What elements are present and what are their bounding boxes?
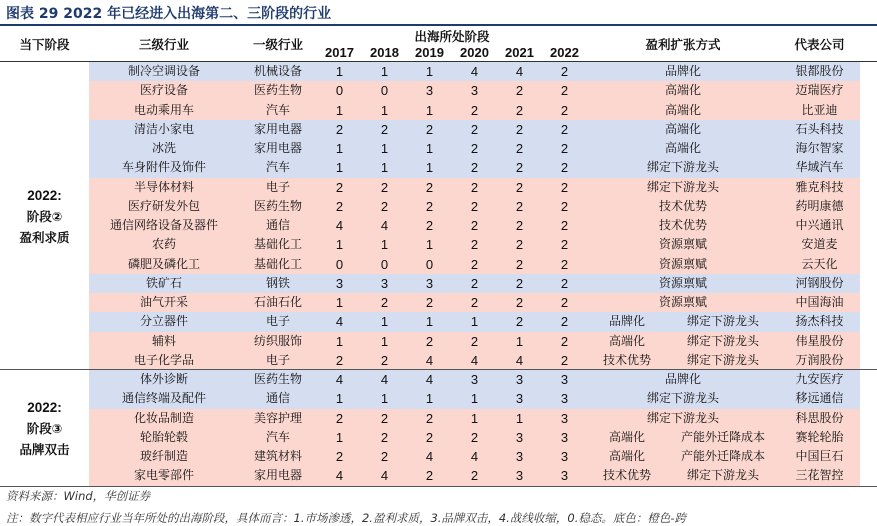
phase-2022: 3 [560, 372, 569, 387]
phase-2017: 0 [335, 256, 344, 272]
phase-2017: 1 [335, 333, 344, 349]
phase-2020: 4 [470, 64, 479, 79]
profit-mode-2: 绑定下游龙头 [686, 352, 759, 367]
company: 扬杰科技 [795, 314, 844, 329]
header-year-2022: 2022 [550, 44, 579, 60]
company: 雅克科技 [795, 179, 844, 194]
level1-industry: 机械设备 [253, 64, 302, 78]
phase-2022: 2 [560, 352, 569, 368]
phase-2018: 2 [380, 429, 389, 445]
phase-2021: 2 [515, 141, 524, 156]
phase-2019: 1 [425, 141, 434, 156]
phase-2022: 2 [560, 141, 569, 156]
phase-2019: 4 [425, 352, 434, 368]
phase-2020: 4 [470, 449, 479, 464]
level1-industry: 电子 [265, 179, 290, 194]
header-year-2018: 2018 [370, 44, 399, 60]
level3-industry: 通信网络设备及器件 [109, 218, 218, 232]
profit-mode: 高端化 [664, 83, 701, 98]
phase-2021: 2 [515, 102, 524, 118]
phase-2020: 1 [470, 391, 479, 407]
phase-2022: 3 [560, 410, 569, 426]
industry-table [0, 27, 877, 490]
phase-2019: 2 [425, 218, 434, 233]
level1-industry: 纺织服饰 [253, 333, 302, 348]
phase-2021: 2 [515, 256, 524, 272]
level3-industry: 半导体材料 [133, 179, 194, 194]
table-row [89, 120, 860, 139]
table-row [89, 312, 860, 331]
phase-2018: 2 [380, 121, 389, 137]
phase-2018: 2 [380, 179, 389, 195]
phase-2019: 2 [425, 333, 434, 349]
phase-2018: 1 [380, 64, 389, 79]
profit-mode-2: 绑定下游龙头 [686, 314, 759, 329]
phase-2018: 2 [380, 449, 389, 464]
profit-mode: 绑定下游龙头 [646, 179, 719, 194]
phase-2019: 1 [425, 102, 434, 118]
header-phase-group: 出海所处阶段 [414, 28, 490, 44]
phase-2017: 1 [335, 237, 344, 253]
phase-2017: 1 [335, 160, 344, 176]
phase-2017: 2 [335, 410, 344, 426]
phase-2019: 2 [425, 429, 434, 445]
phase-2021: 1 [515, 333, 524, 349]
phase-2021: 4 [515, 64, 524, 79]
phase-2018: 1 [380, 160, 389, 176]
level3-industry: 油气开采 [139, 295, 188, 309]
phase-2022: 2 [560, 64, 569, 79]
profit-mode: 资源禀赋 [658, 237, 707, 252]
phase-2017: 4 [335, 372, 344, 387]
header-year-2017: 2017 [325, 44, 354, 60]
phase-2017: 2 [335, 121, 344, 137]
phase-2020: 3 [470, 83, 479, 99]
header-profit-mode: 盈利扩张方式 [645, 37, 721, 52]
phase-2022: 3 [560, 429, 569, 445]
profit-mode-2: 绑定下游龙头 [686, 468, 759, 483]
phase-2017: 3 [335, 275, 344, 291]
table-row [89, 351, 860, 370]
phase-2022: 2 [560, 237, 569, 253]
phase-2019: 1 [425, 160, 434, 176]
phase-2018: 1 [380, 237, 389, 253]
phase-2017: 4 [335, 314, 344, 330]
phase-2020: 2 [470, 295, 479, 310]
level1-industry: 汽车 [265, 102, 290, 117]
phase-2022: 2 [560, 102, 569, 118]
phase-2022: 2 [560, 121, 569, 137]
phase-2017: 2 [335, 449, 344, 464]
level3-industry: 轮胎轮毂 [139, 429, 188, 444]
phase-2022: 3 [560, 391, 569, 407]
stage-label-3 [0, 370, 89, 486]
phase-2021: 2 [515, 198, 524, 214]
phase-2018: 0 [380, 256, 389, 272]
level3-industry: 车身附件及饰件 [121, 160, 206, 175]
stage-2-line1: 阶段② [26, 208, 63, 224]
stage-3-year: 2022: [27, 399, 62, 415]
stage-label-2 [0, 62, 89, 370]
level3-industry: 医疗研发外包 [127, 198, 200, 213]
stage-2-line2: 盈利求质 [19, 229, 70, 245]
level3-industry: 通信终端及配件 [121, 391, 206, 406]
phase-2018: 2 [380, 198, 389, 214]
table-row [89, 389, 860, 408]
phase-2017: 1 [335, 141, 344, 156]
stage-3-line2: 品牌双击 [19, 441, 70, 457]
phase-2017: 2 [335, 352, 344, 368]
company: 药明康德 [795, 198, 844, 213]
header-year-2020: 2020 [460, 44, 489, 60]
phase-2017: 1 [335, 64, 344, 79]
phase-2021: 2 [515, 237, 524, 253]
phase-2020: 2 [470, 256, 479, 272]
phase-2020: 2 [470, 237, 479, 253]
phase-2020: 3 [470, 372, 479, 387]
company: 三花智控 [795, 468, 844, 483]
phase-2019: 2 [425, 410, 434, 426]
header-year-2019: 2019 [415, 44, 444, 60]
table-row [89, 370, 860, 389]
phase-2017: 4 [335, 468, 344, 484]
phase-2019: 3 [425, 83, 434, 99]
phase-2021: 3 [515, 391, 524, 407]
company: 石头科技 [795, 121, 844, 136]
company: 中国海油 [795, 295, 844, 309]
profit-mode: 高端化 [664, 102, 701, 117]
header-level1: 一级行业 [252, 37, 303, 52]
phase-2022: 2 [560, 179, 569, 195]
table-row [89, 178, 860, 197]
level1-industry: 家用电器 [253, 141, 302, 155]
phase-2019: 1 [425, 237, 434, 253]
phase-2021: 1 [515, 410, 524, 426]
company: 云天化 [801, 256, 838, 271]
level3-industry: 分立器件 [139, 314, 188, 329]
company: 中兴通讯 [795, 218, 844, 232]
phase-2020: 2 [470, 121, 479, 137]
table-bottom-rule [0, 486, 877, 487]
profit-mode-1: 技术优势 [602, 468, 651, 483]
phase-2022: 2 [560, 295, 569, 310]
phase-2022: 3 [560, 449, 569, 464]
phase-2017: 1 [335, 429, 344, 445]
header-stage: 当下阶段 [19, 37, 70, 52]
company: 银都股份 [795, 64, 844, 78]
profit-mode-2: 产能外迁降成本 [680, 449, 765, 463]
table-row [89, 466, 860, 485]
phase-2020: 2 [470, 179, 479, 195]
company: 赛轮轮胎 [795, 429, 844, 444]
profit-mode: 资源禀赋 [658, 256, 707, 271]
level1-industry: 石油石化 [253, 295, 302, 309]
table-row [89, 274, 860, 293]
profit-mode: 技术优势 [658, 198, 707, 213]
level3-industry: 农药 [151, 237, 176, 252]
company: 安道麦 [801, 237, 838, 252]
phase-2022: 2 [560, 83, 569, 99]
phase-2020: 1 [470, 410, 479, 426]
profit-mode: 技术优势 [658, 218, 707, 232]
company: 科思股份 [795, 410, 844, 425]
source-note: 资料来源：Wind，华创证券 [6, 489, 151, 503]
level3-industry: 玻纤制造 [139, 449, 188, 463]
profit-mode-1: 高端化 [608, 333, 645, 348]
profit-mode: 资源禀赋 [658, 275, 707, 290]
profit-mode: 高端化 [664, 141, 701, 155]
phase-2018: 4 [380, 468, 389, 484]
phase-2020: 4 [470, 352, 479, 368]
phase-2017: 2 [335, 179, 344, 195]
phase-2021: 2 [515, 218, 524, 233]
stage-3-line1: 阶段③ [26, 420, 63, 436]
phase-2021: 2 [515, 295, 524, 310]
phase-2020: 2 [470, 160, 479, 176]
profit-mode: 资源禀赋 [658, 295, 707, 309]
level1-industry: 汽车 [265, 160, 290, 175]
stage-2-year: 2022: [27, 187, 62, 203]
stage-separator [0, 369, 877, 370]
level3-industry: 家电零部件 [133, 468, 194, 483]
phase-2021: 3 [515, 449, 524, 464]
table-row [89, 255, 860, 274]
table-row [89, 62, 860, 81]
table-row [89, 81, 860, 100]
phase-2019: 2 [425, 121, 434, 137]
company: 华域汽车 [795, 160, 844, 175]
phase-2022: 3 [560, 468, 569, 484]
level3-industry: 辅料 [151, 333, 176, 348]
level3-industry: 清洁小家电 [133, 121, 194, 136]
level1-industry: 美容护理 [253, 410, 302, 425]
phase-2019: 2 [425, 198, 434, 214]
level1-industry: 电子 [265, 314, 290, 329]
level1-industry: 家用电器 [253, 121, 302, 136]
profit-mode-1: 技术优势 [602, 352, 651, 367]
phase-2018: 1 [380, 314, 389, 330]
profit-mode-2: 绑定下游龙头 [686, 333, 759, 348]
phase-2018: 2 [380, 410, 389, 426]
level1-industry: 基础化工 [253, 237, 302, 252]
phase-2020: 2 [470, 275, 479, 291]
phase-2019: 4 [425, 449, 434, 464]
phase-2021: 2 [515, 275, 524, 291]
level3-industry: 医疗设备 [139, 83, 188, 98]
level1-industry: 钢铁 [265, 275, 290, 290]
phase-2020: 2 [470, 198, 479, 214]
phase-2021: 3 [515, 372, 524, 387]
level3-industry: 铁矿石 [145, 275, 182, 290]
phase-2020: 2 [470, 333, 479, 349]
company: 万润股份 [795, 352, 844, 367]
table-row [89, 332, 860, 351]
level1-industry: 通信 [265, 218, 290, 232]
table-row [89, 158, 860, 177]
phase-2020: 2 [470, 218, 479, 233]
table-row [89, 197, 860, 216]
phase-2018: 1 [380, 102, 389, 118]
profit-mode-1: 高端化 [608, 449, 645, 463]
company: 比亚迪 [801, 102, 838, 117]
level3-industry: 磷肥及磷化工 [127, 256, 200, 271]
level3-industry: 冰洗 [151, 141, 176, 155]
header-company: 代表公司 [794, 37, 845, 52]
level1-industry: 基础化工 [253, 256, 302, 271]
header-level3: 三级行业 [138, 37, 189, 52]
phase-2018: 1 [380, 333, 389, 349]
level1-industry: 电子 [265, 352, 290, 367]
level1-industry: 汽车 [265, 429, 290, 444]
phase-2020: 2 [470, 468, 479, 484]
phase-2018: 0 [380, 83, 389, 99]
phase-2018: 2 [380, 295, 389, 310]
table-row [89, 447, 860, 466]
profit-mode: 品牌化 [664, 372, 701, 386]
table-row [89, 293, 860, 312]
phase-2022: 2 [560, 333, 569, 349]
level3-industry: 电动乘用车 [133, 102, 194, 117]
company: 河钢股份 [795, 275, 844, 290]
phase-2017: 2 [335, 198, 344, 214]
table-row [89, 409, 860, 428]
profit-mode: 绑定下游龙头 [646, 410, 719, 425]
level1-industry: 建筑材料 [253, 449, 302, 463]
phase-2020: 2 [470, 141, 479, 156]
profit-mode: 绑定下游龙头 [646, 160, 719, 175]
phase-2022: 2 [560, 275, 569, 291]
phase-2019: 3 [425, 275, 434, 291]
phase-2021: 2 [515, 314, 524, 330]
phase-2018: 4 [380, 218, 389, 233]
table-row [89, 235, 860, 254]
phase-2018: 1 [380, 141, 389, 156]
profit-mode-1: 品牌化 [608, 314, 645, 329]
phase-2019: 2 [425, 468, 434, 484]
phase-2022: 2 [560, 314, 569, 330]
company: 九安医疗 [795, 372, 844, 386]
level1-industry: 医药生物 [253, 198, 302, 213]
phase-2018: 2 [380, 352, 389, 368]
header-year-2021: 2021 [505, 44, 534, 60]
level1-industry: 通信 [265, 391, 290, 406]
phase-2021: 2 [515, 83, 524, 99]
level3-industry: 体外诊断 [139, 372, 188, 386]
phase-2022: 2 [560, 198, 569, 214]
company: 中国巨石 [795, 449, 844, 463]
phase-2019: 2 [425, 295, 434, 310]
legend-note: 注：数字代表相应行业当年所处的出海阶段，具体而言：1.市场渗透，2.盈利求质，3.品牌双击，4.战线收缩，0.稳态。底色：橙色-跨 [6, 511, 687, 525]
company: 伟星股份 [795, 333, 844, 348]
phase-2018: 1 [380, 391, 389, 407]
company: 移远通信 [795, 391, 844, 406]
level3-industry: 电子化学品 [133, 352, 194, 367]
phase-2017: 4 [335, 218, 344, 233]
profit-mode-2: 产能外迁降成本 [680, 429, 765, 444]
company: 迈瑞医疗 [795, 83, 844, 98]
profit-mode-1: 高端化 [608, 429, 645, 444]
phase-2021: 3 [515, 429, 524, 445]
phase-2020: 2 [470, 429, 479, 445]
level1-industry: 医药生物 [253, 372, 302, 386]
phase-2020: 1 [470, 314, 479, 330]
phase-2018: 4 [380, 372, 389, 387]
phase-2022: 2 [560, 256, 569, 272]
phase-2022: 2 [560, 218, 569, 233]
table-row [89, 216, 860, 235]
phase-2021: 2 [515, 160, 524, 176]
profit-mode: 绑定下游龙头 [646, 391, 719, 406]
phase-2017: 0 [335, 83, 344, 99]
company: 海尔智家 [795, 141, 844, 155]
phase-2021: 2 [515, 179, 524, 195]
phase-2019: 4 [425, 372, 434, 387]
level3-industry: 制冷空调设备 [127, 64, 200, 78]
profit-mode: 品牌化 [664, 64, 701, 78]
phase-2017: 1 [335, 102, 344, 118]
phase-2017: 1 [335, 295, 344, 310]
phase-2019: 0 [425, 256, 434, 272]
table-row [89, 101, 860, 120]
phase-2019: 1 [425, 314, 434, 330]
phase-2021: 2 [515, 121, 524, 137]
level1-industry: 家用电器 [253, 468, 302, 483]
table-row [89, 428, 860, 447]
profit-mode: 高端化 [664, 121, 701, 136]
chart-title: 图表 29 2022 年已经进入出海第二、三阶段的行业 [6, 6, 332, 22]
phase-2020: 2 [470, 102, 479, 118]
phase-2022: 2 [560, 160, 569, 176]
table-row [89, 139, 860, 158]
phase-2021: 3 [515, 468, 524, 484]
phase-2019: 1 [425, 64, 434, 79]
phase-2017: 1 [335, 391, 344, 407]
phase-2019: 2 [425, 179, 434, 195]
level3-industry: 化妆品制造 [133, 410, 194, 425]
phase-2021: 4 [515, 352, 524, 368]
phase-2019: 1 [425, 391, 434, 407]
phase-2018: 3 [380, 275, 389, 291]
level1-industry: 医药生物 [253, 83, 302, 98]
